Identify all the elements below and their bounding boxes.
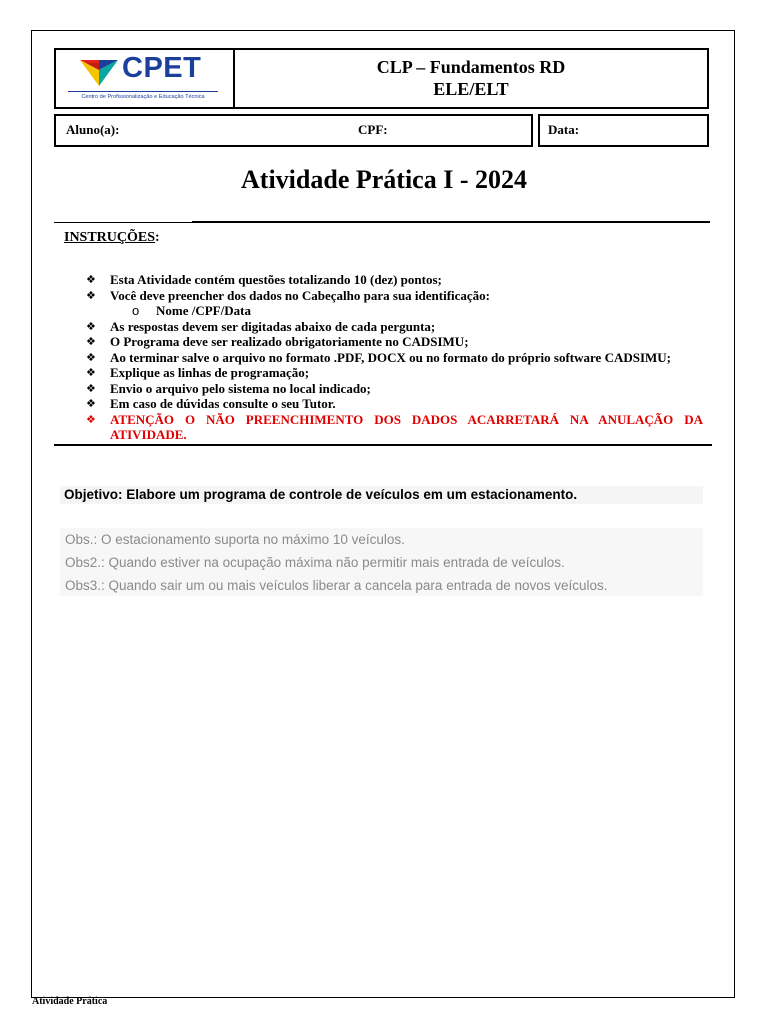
bullet-icon: ❖: [86, 381, 96, 395]
divider-top: [192, 221, 710, 223]
list-item-text: Em caso de dúvidas consulte o seu Tutor.: [110, 396, 336, 411]
observation-1: Obs.: O estacionamento suporta no máximo 10 veículos.: [65, 532, 405, 547]
list-item: [86, 288, 703, 304]
list-item: [86, 334, 703, 350]
list-item-text: Nome /CPF/Data: [156, 303, 251, 318]
date-box: [538, 114, 709, 147]
instructions-heading-text: INSTRUÇÕES: [64, 230, 156, 245]
bullet-icon: ❖: [86, 350, 96, 364]
list-item-text: As respostas devem ser digitadas abaixo de cada pergunta;: [110, 318, 436, 334]
logo-divider: [68, 91, 218, 92]
bullet-icon: ❖: [86, 412, 96, 426]
list-item-text: O Programa deve ser realizado obrigatoriamente no CADSIMU;: [110, 334, 469, 349]
bullet-icon: ❖: [86, 335, 96, 348]
student-label: Aluno(a):: [66, 122, 120, 137]
course-line-2: ELE/ELT: [433, 79, 509, 99]
observations-block: [60, 528, 703, 596]
list-item-text: Explique as linhas de programação;: [110, 365, 310, 380]
list-item-text: Envio o arquivo pelo sistema no local indicado;: [110, 380, 371, 396]
list-item: [86, 350, 703, 366]
list-item: [86, 396, 703, 412]
instructions-heading-colon: :: [155, 230, 160, 245]
bullet-icon: ❖: [86, 366, 96, 379]
cpf-label: CPF:: [358, 122, 388, 137]
list-item: [86, 381, 703, 397]
list-item: [86, 272, 703, 288]
list-item: [86, 365, 703, 381]
bullet-icon: ❖: [86, 319, 96, 333]
divider-bottom: [54, 444, 712, 446]
observation-2: Obs2.: Quando estiver na ocupação máxima não permitir mais entrada de veículos.: [65, 555, 565, 570]
cpet-logo-icon: [80, 56, 118, 88]
page-footer: Atividade Prática: [32, 996, 108, 1007]
page-title: Atividade Prática I - 2024: [241, 165, 527, 194]
student-info-box: [54, 114, 533, 147]
course-line-1: CLP – Fundamentos RD: [376, 57, 566, 77]
list-item-text: Você deve preencher dos dados no Cabeçalho para sua identificação:: [110, 287, 491, 303]
list-item-text: Esta Atividade contém questões totalizando 10 (dez) pontos;: [110, 272, 442, 287]
list-sub-item: [86, 303, 703, 319]
list-item: [86, 319, 703, 335]
course-title: [235, 50, 707, 107]
bullet-icon: ❖: [86, 288, 96, 302]
warning-item: [86, 412, 703, 443]
date-label: Data:: [548, 122, 580, 137]
instructions-heading: [64, 230, 160, 246]
document-header: [54, 48, 709, 109]
instructions-list: [86, 272, 703, 443]
logo-cell: [56, 50, 235, 107]
bullet-icon: ❖: [86, 397, 96, 410]
observation-3: Obs3.: Quando sair um ou mais veículos liberar a cancela para entrada de novos veículos.: [65, 578, 608, 593]
logo-text: CPET: [122, 52, 202, 84]
objective-text: Objetivo: Elabore um programa de controle de veículos em um estacionamento.: [60, 486, 703, 504]
divider-top-left: [54, 222, 192, 223]
bullet-icon: ❖: [86, 273, 96, 286]
logo-subtitle: Centro de Profissionalização e Educação Técnica: [81, 94, 205, 100]
sub-bullet-icon: o: [132, 303, 140, 318]
list-item-text: Ao terminar salve o arquivo no formato .PDF, DOCX ou no formato do próprio software CADSIMU;: [110, 349, 672, 365]
warning-text: ATENÇÃO O NÃO PREENCHIMENTO DOS DADOS ACARRETARÁ NA ANULAÇÃO DA ATIVIDADE.: [110, 411, 703, 442]
